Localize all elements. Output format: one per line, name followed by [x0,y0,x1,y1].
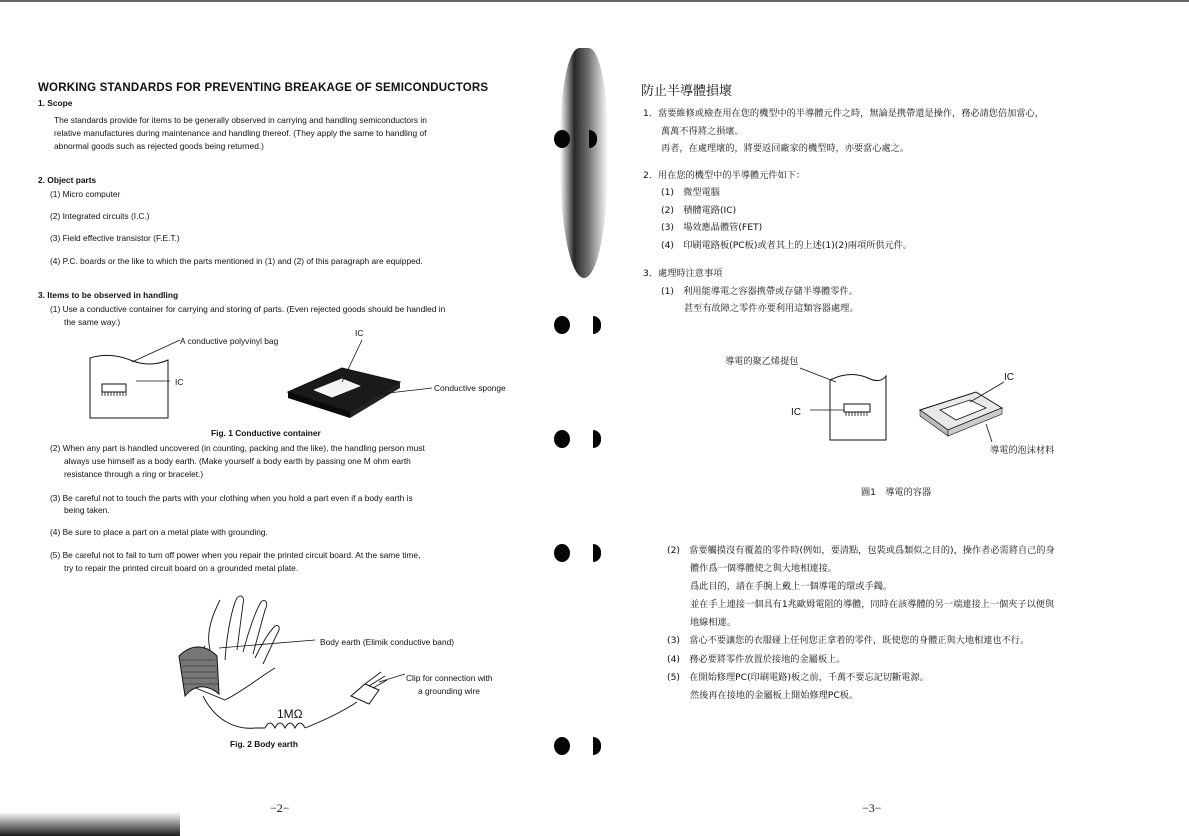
zh-s3-rest-2: 體作爲一個導體使之與大地相連接。 [690,563,837,574]
zh-fig1-sponge-label: 導電的泡沫材料 [990,445,1055,456]
zh-fig1-caption: 圖1 導電的容器 [861,487,932,498]
fig2-clip-label-1: Clip for connection with [406,673,493,683]
fig2-band-label: Body earth (Elimik conductive band) [320,637,455,647]
handling-item-1-line-2: the same way.) [64,317,121,327]
scope-line-2: relative manufactures during maintenance and handling thereof. (They apply the same to handling of [54,128,427,138]
handling-item-1-line-1: (1) Use a conductive container for carrying and storing of parts. (Even rejected goods should be handled in [50,304,446,314]
handling-item-2-line-2: always use himself as a body earth. (Make yourself a body earth by passing one M ohm earth [64,456,411,466]
handling-item-2-line-3: resistance through a ring or bracelet.) [64,469,204,479]
zh-fig1-ic-left-label: IC [791,407,801,418]
zh-s2-item-2: (2) 積體電路(IC) [661,205,737,216]
scope-line-1: The standards provide for items to be generally observed in carrying and handling semiconductors in [54,115,427,125]
zh-s3-rest-3: 爲此目的，請在手腕上戴上一個導電的環或手鐲。 [690,581,893,592]
page-title: WORKING STANDARDS FOR PREVENTING BREAKAGE OF SEMICONDUCTORS [38,82,489,94]
fig1-bag-label: A conductive polyvinyl bag [180,336,279,346]
page-number-left: −2− [270,801,290,815]
binding-hole-1 [554,130,570,148]
binding-hole-4b [593,544,601,562]
binding-hole-2 [554,316,570,334]
page-number-right: −3− [862,801,882,815]
zh-s1-line-1: 1．當要維修或檢查用在您的機型中的半導體元件之時，無論是携帶還是操作，務必請您倍加當心， [643,108,1044,119]
page-title-zh: 防止半導體損壞 [641,84,733,99]
fig1-sponge-label: Conductive sponge [434,383,506,393]
scope-line-3: abnormal goods such as rejected goods being returned.) [54,141,264,151]
fig2-caption: Fig. 2 Body earth [230,739,298,749]
zh-fig1-ic-top-label: IC [1004,372,1014,383]
zh-s1-line-3: 再者，在處理壞的，將要返回廠家的機型時，亦要當心處之。 [661,143,910,154]
zh-s3-rest-8: (5) 在開始修理PC(印刷電路)板之前，千萬不要忘記切斷電源。 [667,672,929,683]
binding-shadow [560,48,608,278]
fig1-ic-top-label: IC [355,328,364,338]
zh-s3-rest-4: 並在手上連接一個具有1兆歐姆電阻的導體，同時在該導體的另一端連接上一個夾子以便與 [690,599,1055,610]
fig1-caption: Fig. 1 Conductive container [211,428,321,438]
zh-s2-item-3: (3) 場效應晶體管(FET) [661,222,763,233]
handling-item-5-line-2: try to repair the printed circuit board on a grounded metal plate. [64,563,299,573]
handling-item-4: (4) Be sure to place a part on a metal plate with grounding. [50,527,268,537]
handling-item-3-line-1: (3) Be careful not to touch the parts with your clothing when you hold a part even if a body earth is [50,493,413,503]
binding-hole-4 [554,544,570,562]
fig2-clip-label-2: a grounding wire [418,686,480,696]
handling-item-2-line-1: (2) When any part is handled uncovered (in counting, packing and the like), the handling person must [50,443,425,453]
binding-hole-2b [593,316,601,334]
zh-s3-item-1-line-1: (1) 利用能導電之容器携帶或存儲半導體零件。 [661,286,858,297]
zh-s3-heading: 3．處理時注意事項 [643,268,723,279]
binding-hole-5 [554,737,570,755]
scan-streak-top [0,0,1189,2]
object-item-1: (1) Micro computer [50,189,121,199]
zh-s1-line-2: 萬萬不得將之損壞。 [661,126,744,137]
zh-s3-rest-9: 然後再在接地的金屬板上開始修理PC板。 [690,690,859,701]
zh-s3-rest-5: 地線相連。 [690,617,736,628]
handling-item-3-line-2: being taken. [64,505,110,515]
scan-shadow-bottom [0,812,180,836]
fig1-ic-left-label: IC [175,377,184,387]
fig2-resistor-label: 1MΩ [277,707,303,721]
zh-s2-item-4: (4) 印刷電路板(PC板)或者其上的上述(1)(2)兩項所供元件。 [661,240,913,251]
zh-fig1-container-drawing [790,366,1010,446]
object-item-2: (2) Integrated circuits (I.C.) [50,211,150,221]
zh-fig1-bag-label: 導電的聚乙烯提包 [725,356,799,367]
section-scope-heading: 1. Scope [38,98,73,108]
binding-hole-5b [593,737,601,755]
zh-s2-item-1: (1) 微型電腦 [661,187,720,198]
object-item-4: (4) P.C. boards or the like to which the parts mentioned in (1) and (2) of this paragraph are equipped. [50,256,423,266]
zh-s3-rest-6: (3) 當心不要讓您的衣服碰上任何您正拿着的零件，既使您的身體正與大地相連也不行。 [667,635,1030,646]
section-handling-heading: 3. Items to be observed in handling [38,290,179,300]
handling-item-5-line-1: (5) Be careful not to fail to turn off power when you repair the printed circuit board. At the same time, [50,550,421,560]
zh-s3-rest-7: (4) 務必要將零件放置於接地的金屬板上。 [667,654,846,665]
zh-s3-rest-1: (2) 當要觸摸沒有覆蓋的零件時(例如，要清點，包裝或爲類似之目的)，操作者必需將自己的身 [667,545,1055,556]
section-objects-heading: 2. Object parts [38,175,97,185]
binding-hole-3 [554,430,570,448]
zh-s3-item-1-line-2: 甚至有故障之零件亦要利用這類容器處理。 [684,303,859,314]
object-item-3: (3) Field effective transistor (F.E.T.) [50,233,180,243]
binding-hole-3b [593,430,601,448]
zh-s2-heading: 2．用在您的機型中的半導體元件如下： [643,170,806,181]
fig1-conductive-container-drawing [80,330,520,420]
